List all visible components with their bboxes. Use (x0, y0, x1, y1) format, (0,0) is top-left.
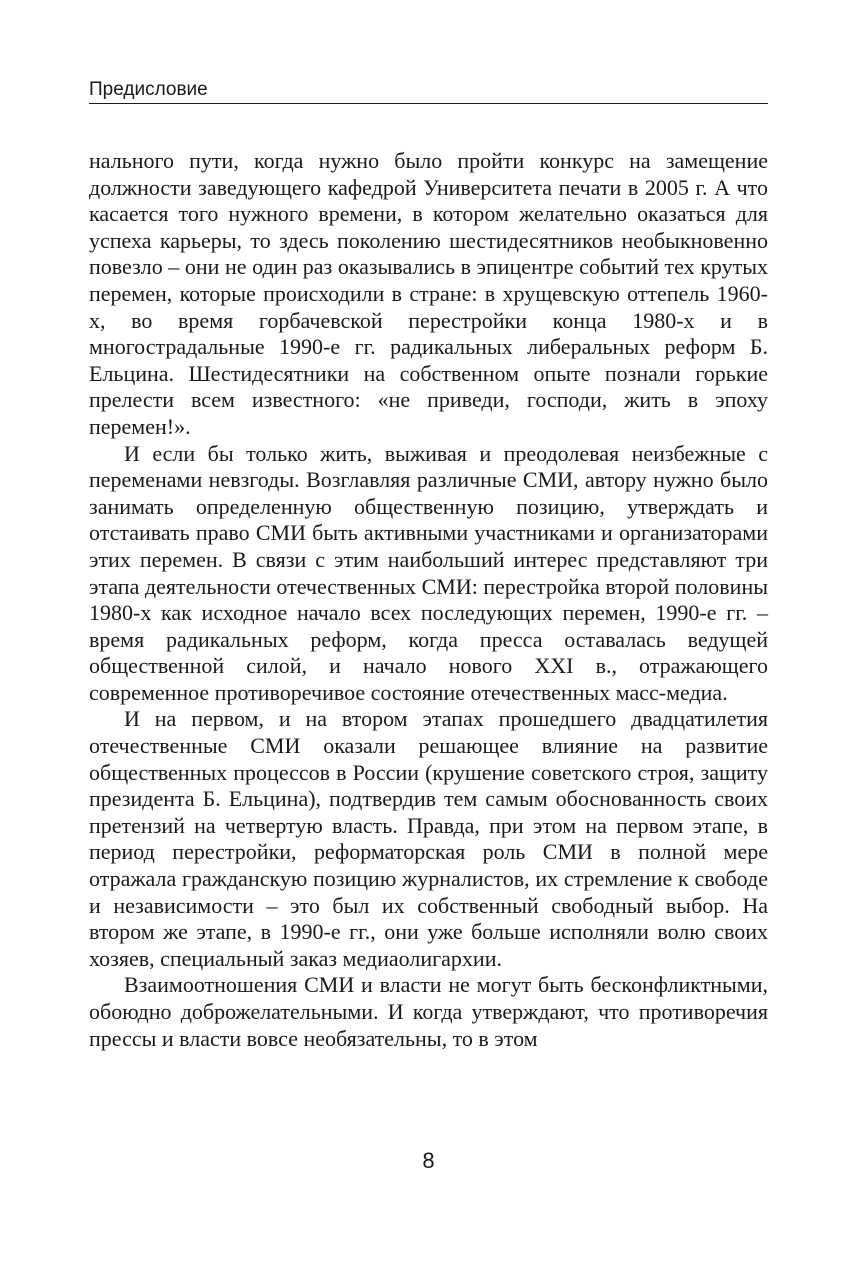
page-number: 8 (422, 1148, 435, 1173)
page-body (89, 148, 768, 1052)
header-rule (89, 103, 768, 104)
paragraph: И на первом, и на втором этапах прошедшего двадцатилетия отечественные СМИ оказали решающее влияние на развитие общественных процессов в России (крушение советского строя, защиту президента Б. Ельцина), подтвердив тем самым обоснованность своих претензий на четвертую власть. Правда, при этом на первом этапе, в период перестройки, реформаторская роль СМИ в полной мере отражала гражданскую позицию журналистов, их стремление к свободе и независимости – это был их собственный свободный выбор. На втором же этапе, в 1990-е гг., они уже больше исполняли волю своих хозяев, специальный заказ медиаолигархии. (89, 706, 768, 971)
paragraph-continued: нального пути, когда нужно было пройти конкурс на замещение должности заведующего кафедрой Университета печати в 2005 г. А что касается того нужного времени, в котором желательно оказаться для успеха карьеры, то здесь поколению шестидесятников необыкновенно повезло – они не один раз оказывались в эпицентре событий тех крутых перемен, которые происходили в стране: в хрущевскую оттепель 1960-х, во время горбачевской перестройки конца 1980-х и в многострадальные 1990-е гг. радикальных либеральных реформ Б. Ельцина. Шестидесятники на собственном опыте познали горькие прелести всем известного: «не приведи, господи, жить в эпоху перемен!». (89, 148, 768, 439)
paragraph: Взаимоотношения СМИ и власти не могут быть бесконфликтными, обоюдно доброжелательными. И когда утверждают, что противоречия прессы и власти вовсе необязательны, то в этом (89, 972, 768, 1051)
paragraph: И если бы только жить, выживая и преодолевая неизбежные с переменами невзгоды. Возглавляя различные СМИ, автору нужно было занимать определенную общественную позицию, утверждать и отстаивать право СМИ быть активными участниками и организаторами этих перемен. В связи с этим наибольший интерес представляют три этапа деятельности отечественных СМИ: перестройка второй половины 1980-х как исходное начало всех последующих перемен, 1990-е гг. – время радикальных реформ, когда пресса оставалась ведущей общественной силой, и начало нового XXI в., отражающего современное противоречивое состояние отечественных масс-медиа. (89, 440, 768, 705)
running-head-title: Предисловие (89, 79, 208, 100)
